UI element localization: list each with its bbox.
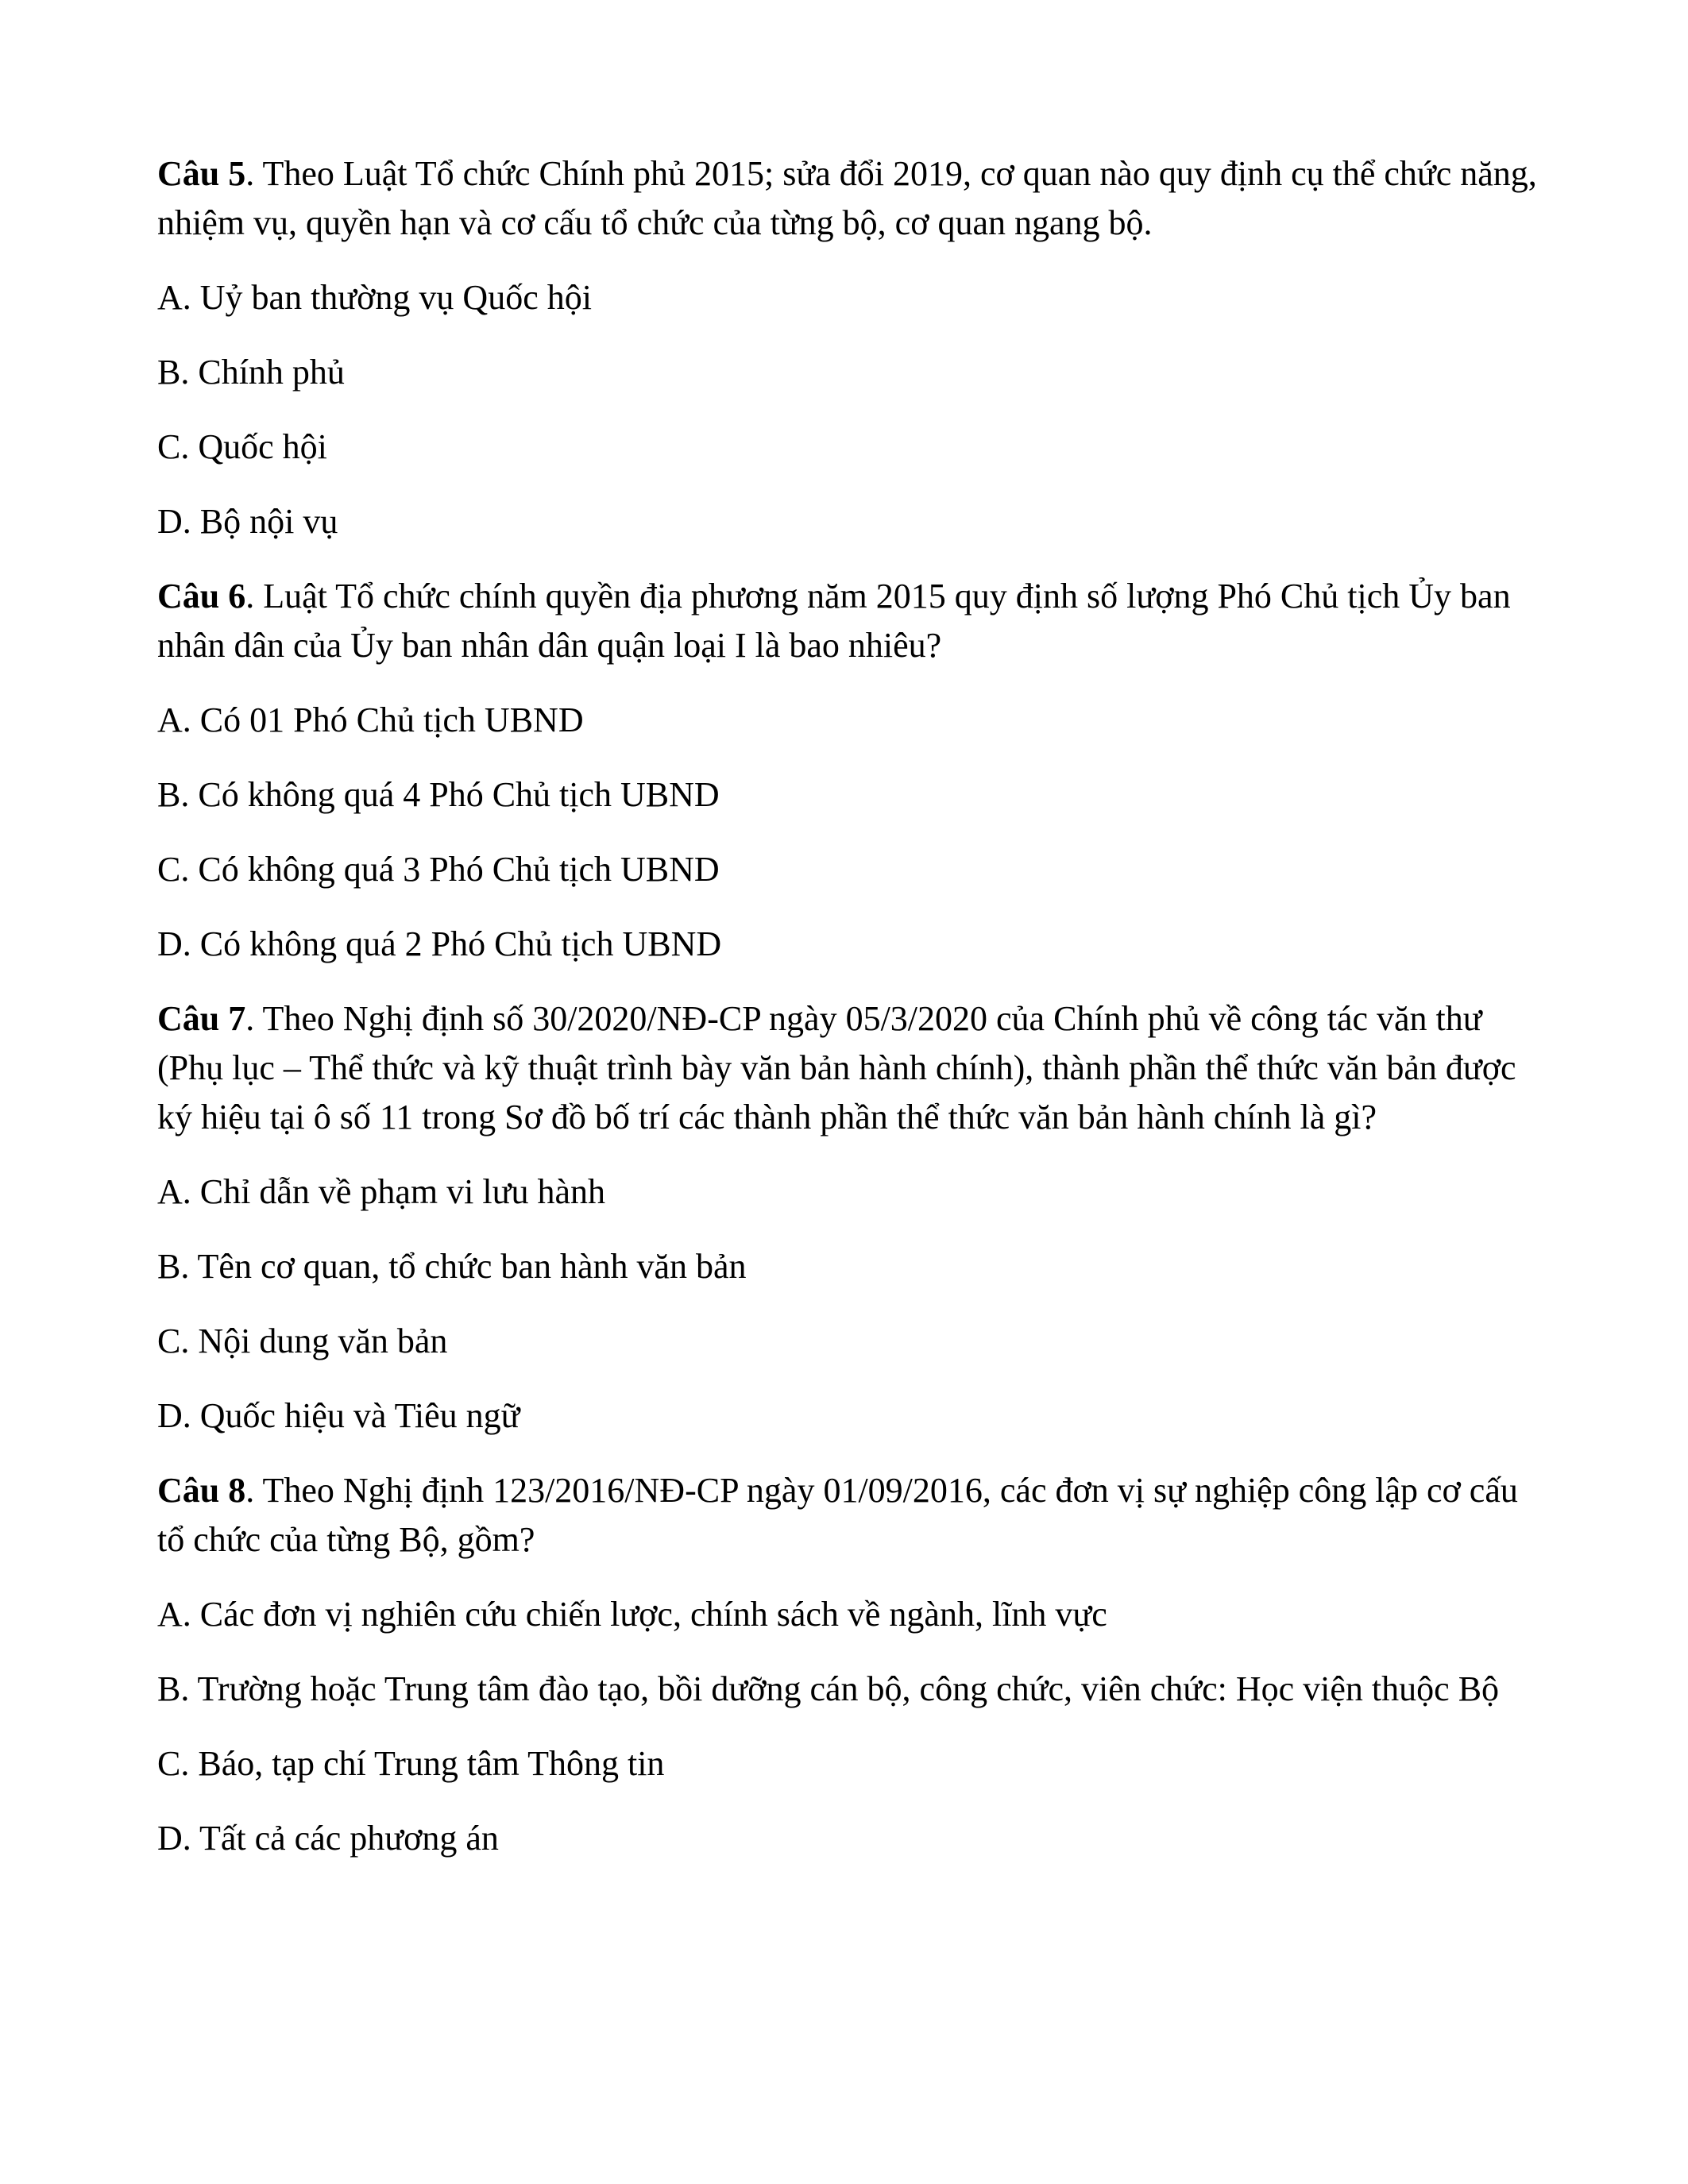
question-number: Câu 5 [157,154,246,193]
option-d: D. Tất cả các phương án [157,1819,499,1858]
question-stem [157,149,1539,248]
option-a: A. Các đơn vị nghiên cứu chiến lược, chính sách về ngành, lĩnh vực [157,1595,1107,1634]
question-stem [157,1466,1539,1565]
question-text: . Luật Tổ chức chính quyền địa phương năm 2015 quy định số lượng Phó Chủ tịch Ủy ban nhân dân của Ủy ban nhân dân quận loại I là bao nhiêu? [157,577,1511,665]
option-c: C. Quốc hội [157,427,327,466]
option-b: B. Tên cơ quan, tổ chức ban hành văn bản [157,1247,747,1286]
question-8 [157,1466,1539,1863]
option-d: D. Bộ nội vụ [157,502,338,541]
question-6 [157,572,1539,969]
question-text: . Theo Nghị định 123/2016/NĐ-CP ngày 01/09/2016, các đơn vị sự nghiệp công lập cơ cấu tổ chức của từng Bộ, gồm? [157,1471,1518,1559]
question-stem [157,572,1539,670]
option-d: D. Quốc hiệu và Tiêu ngữ [157,1396,520,1435]
option-a: A. Có 01 Phó Chủ tịch UBND [157,700,584,739]
option-d: D. Có không quá 2 Phó Chủ tịch UBND [157,924,722,963]
document-page [157,149,1539,1889]
option-c: C. Nội dung văn bản [157,1322,448,1360]
question-number: Câu 7 [157,999,246,1038]
question-7 [157,994,1539,1441]
option-a: A. Uỷ ban thường vụ Quốc hội [157,278,592,317]
option-c: C. Báo, tạp chí Trung tâm Thông tin [157,1744,665,1783]
question-text: . Theo Luật Tổ chức Chính phủ 2015; sửa đổi 2019, cơ quan nào quy định cụ thể chức năng, nhiệm vụ, quyền hạn và cơ cấu tổ chức của từng bộ, cơ quan ngang bộ. [157,154,1537,242]
option-b: B. Có không quá 4 Phó Chủ tịch UBND [157,775,720,814]
option-b: B. Trường hoặc Trung tâm đào tạo, bồi dưỡng cán bộ, công chức, viên chức: Học viện thuộc Bộ [157,1669,1500,1708]
question-stem [157,994,1539,1142]
option-b: B. Chính phủ [157,353,345,392]
question-text: . Theo Nghị định số 30/2020/NĐ-CP ngày 05/3/2020 của Chính phủ về công tác văn thư (Phụ lục – Thể thức và kỹ thuật trình bày văn bản hành chính), thành phần thể thức văn bản được ký hiệu tại ô số 11 trong Sơ đồ bố trí các thành phần thể thức văn bản hành chính là gì? [157,999,1516,1136]
question-number: Câu 6 [157,577,246,615]
option-c: C. Có không quá 3 Phó Chủ tịch UBND [157,850,720,889]
question-number: Câu 8 [157,1471,246,1510]
question-5 [157,149,1539,546]
option-a: A. Chỉ dẫn về phạm vi lưu hành [157,1172,605,1211]
